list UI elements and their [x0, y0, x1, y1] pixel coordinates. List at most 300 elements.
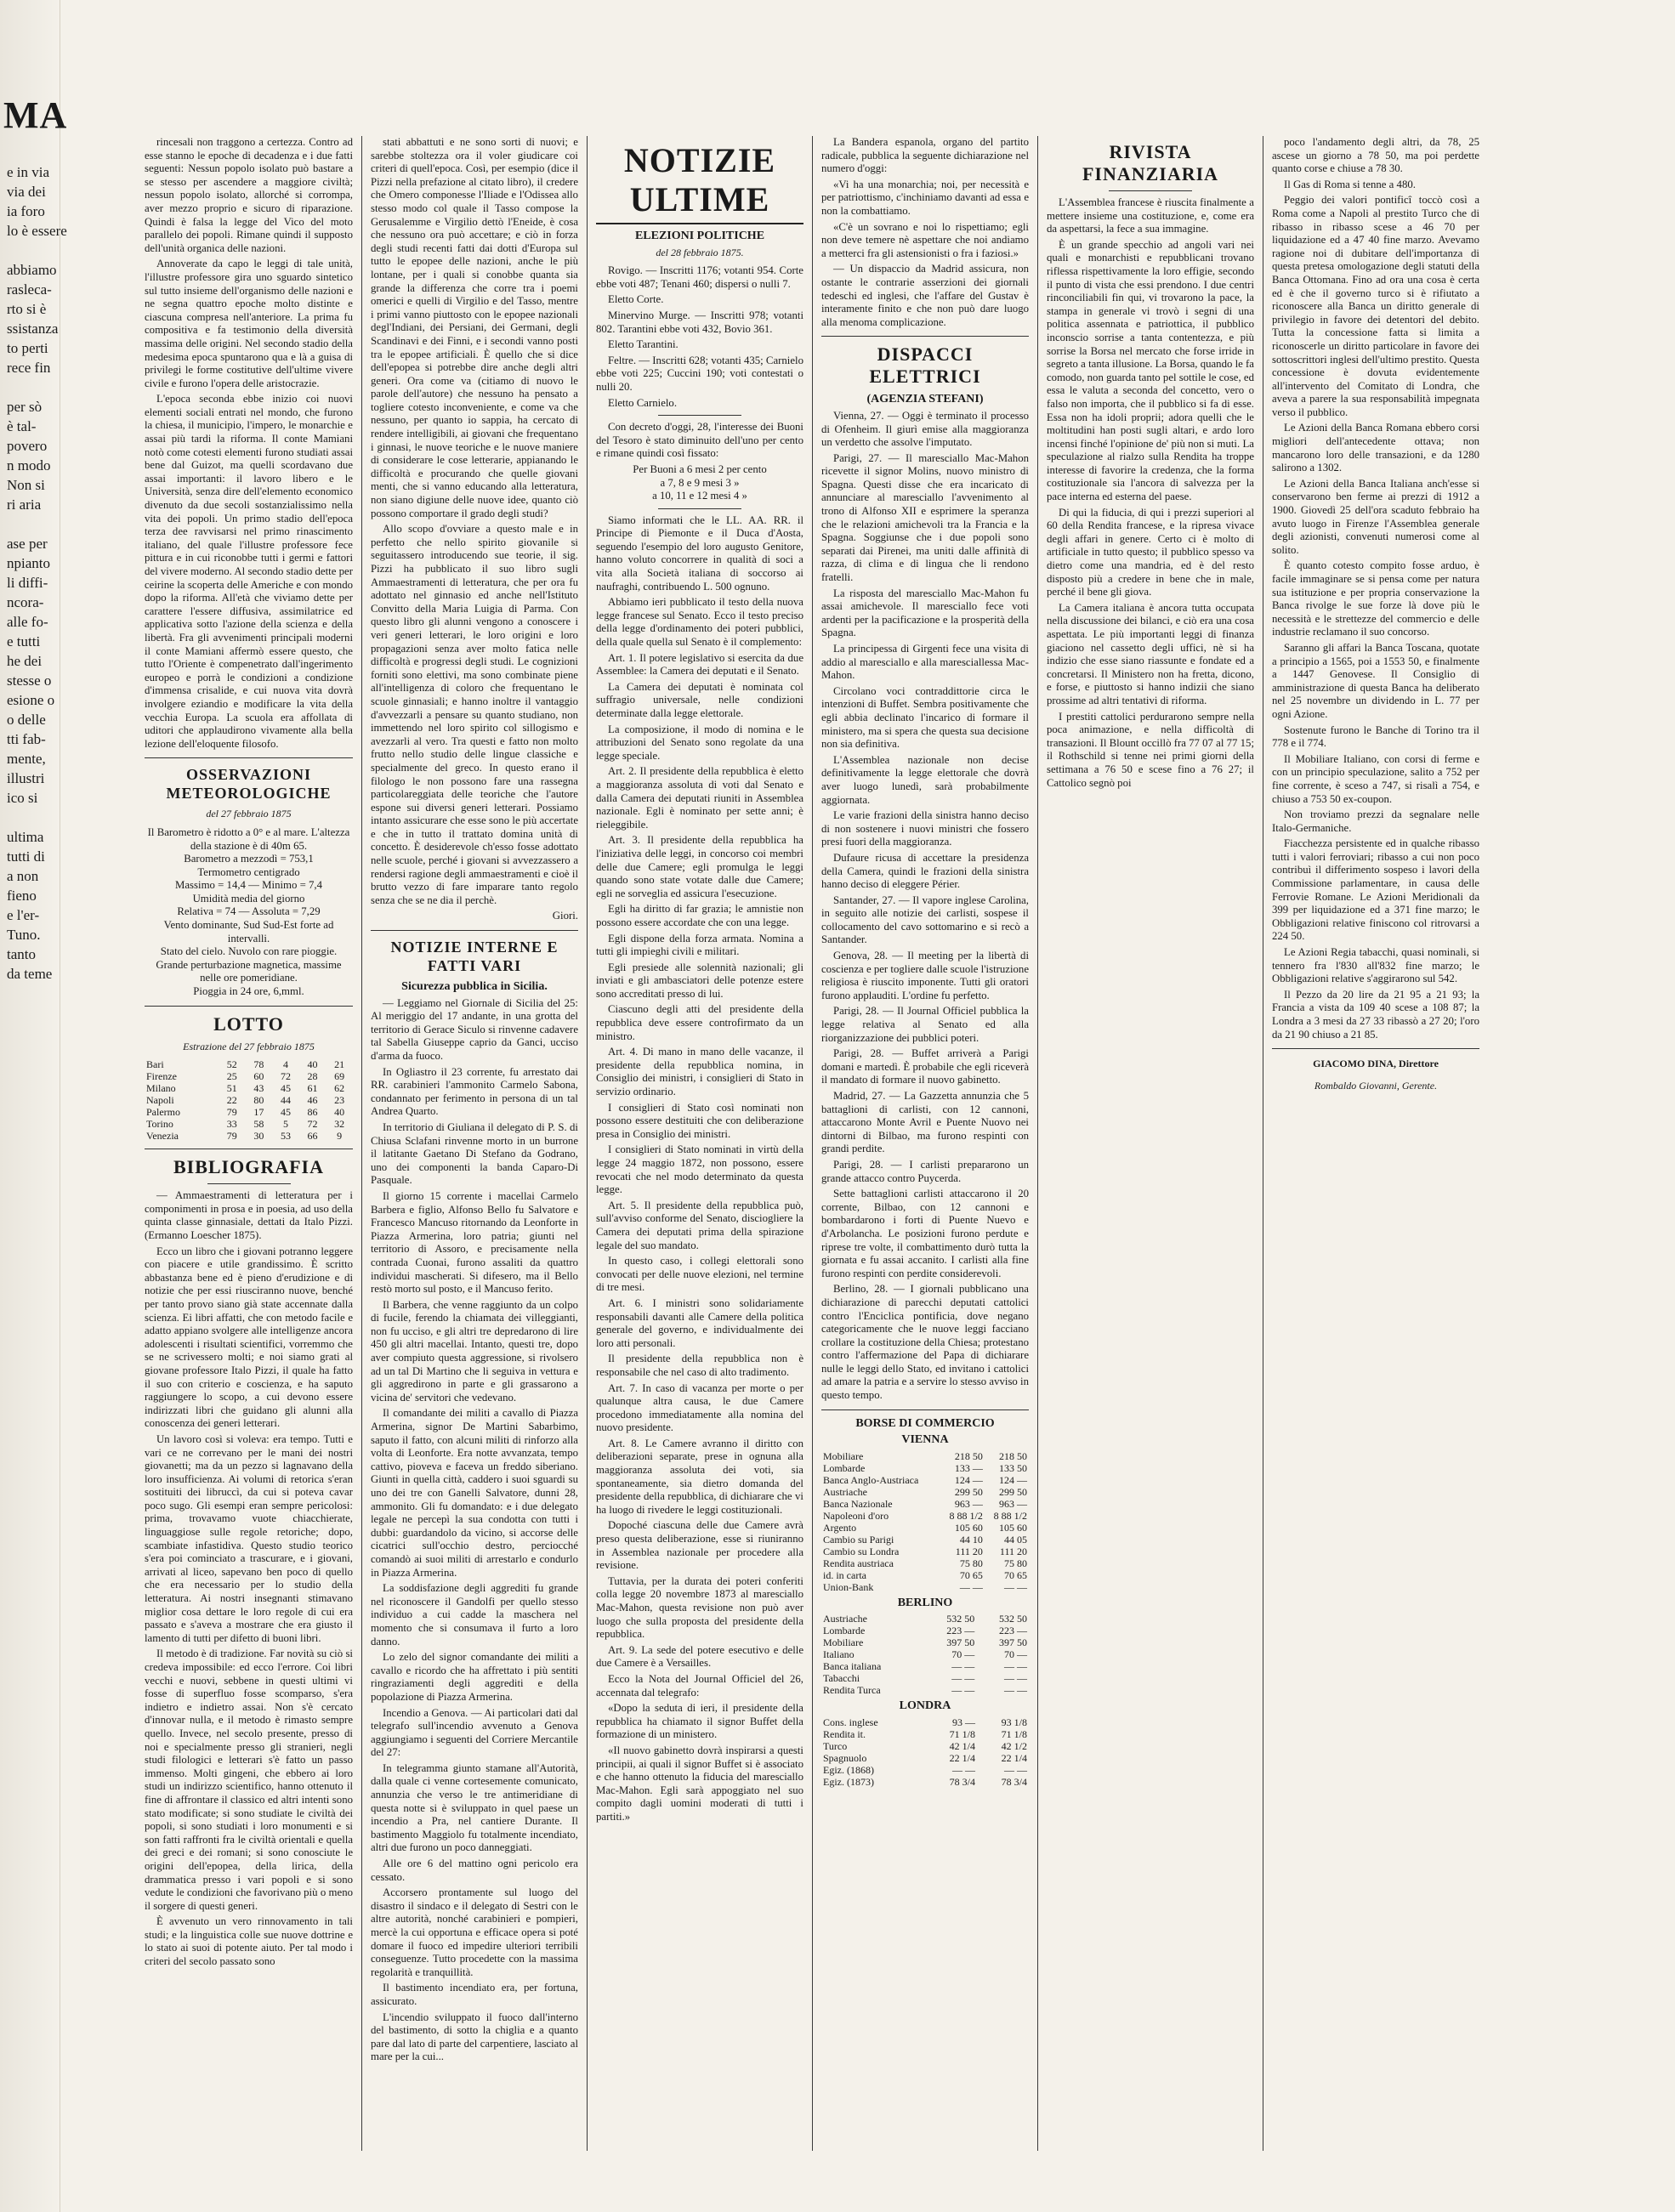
vienna-row-cell: 70 65: [1004, 1568, 1027, 1581]
facing-page-fragment: ase per: [7, 536, 48, 552]
paragraph: Tuttavia, per la durata dei poteri conferiti colla legge 20 novembre 1873 al maresciallo Mac-Mahon, questa revisione non può aver luogo che sulla proposta del presidente della repubblica.: [596, 1574, 803, 1641]
divider: [658, 415, 741, 416]
paragraph: I consiglieri di Stato così nominati non possono essere destituiti che con deliberazione presa in Consiglio dei ministri.: [596, 1101, 803, 1140]
facing-page-fragment: [0, 377, 60, 397]
facing-page-fragment: rasleca-: [7, 281, 52, 298]
paragraph: Il comandante dei militi a cavallo di Piazza Armerina, signor De Martini Sabarbimo, saputo il fatto, con alcuni militi di rinforzo alla volta di Leonforte. Era notte avvanzata, tempo cattivo, pioveva e faceva un freddo siberiano. Giunti in quella città, caddero i suoi sguardi su uno dei tre con Ganelli Salvatore, dunni 28, ammonito. Gli fu domandato: e i due delegato legale ne percepì la sua condotta con tutti i dubbi: guardandolo da vicino, si accorse delle cicatrici sull'occhio destro, perciocché comandò ai suoi militi di arrestarlo e condurlo in Piazza Armerina.: [371, 1407, 578, 1579]
facing-page-fragment: ncora-: [7, 594, 44, 610]
londra-row-cell: — —: [1004, 1764, 1027, 1777]
vienna-row-cell: 105 60: [954, 1521, 983, 1534]
facing-page-fragment: [0, 514, 60, 534]
dispaccio: Circolano voci contraddittorie circa le intenzioni di Buffet. Sembra positivamente che egli abbia declinato l'incarico di formare il ministero, ma si spera che questa sua decisione non sia definitiva.: [821, 684, 1029, 751]
paragraph: È un grande specchio ad angoli vari nei quali e monarchisti e repubblicani trovano riflessa rispettivamente la loro effigie, secondo il punto di vista che essi prendono. I due centri rinconciliabili fin qui, vi trovarono la pace, la stampa in generale vi trovò i segni di una politica assennata e patriottica, il pubblico inconscio sorrise a tanta contentezza, e più sorrise la Borsa nel mercato che forse irride in segreto a tanta illusione. La Borsa, quando le fa comodo, non guarda tanto pel sottile le cose, ed essa le valuta a seconda del concetto, vero o falso non importa, che il pubblico si fa di esse. Essa non ha idoli proprii; adora quelli che le moltitudini han posti sugli altari, e ardo loro incensi finché l'opinione de' più non si muti. La speculazione al rialzo sulla Rendita ha troppe interesse di favorire la credenza, che la forma costituzionale sia l'ancora di salvezza per la pace interna ed esterna del paese.: [1047, 238, 1254, 503]
dispaccio: L'Assemblea nazionale non decise definitivamente la legge elettorale che dovrà aver luogo lunedì, sarà probabilmente aggiornata.: [821, 753, 1029, 806]
facing-page-fragment: [0, 241, 60, 260]
meteo-line: Umidità media del giorno: [192, 892, 305, 905]
column-6: [1263, 136, 1488, 2151]
vienna-row-cell: Mobiliare: [823, 1449, 864, 1462]
divider: [1109, 190, 1192, 191]
decreto-text: Con decreto d'oggi, 28, l'interesse dei Buoni del Tesoro è stato diminuito dell'uno per cento e rimane quindi così fissato:: [596, 421, 803, 460]
dispacci-text: [821, 410, 1029, 1403]
paragraph: Egli ha diritto di far grazia; le amnistie non possono essere accordate che con una legge.: [596, 903, 803, 928]
londra-row-cell: 93 1/8: [1001, 1716, 1027, 1729]
lotto-row-cell: 32: [334, 1118, 345, 1131]
lotto-row-cell: 17: [253, 1106, 264, 1119]
paragraph: Peggio dei valori pontificî toccò così a Roma come a Napoli al prestito Turco che di ribasso in ribasso scese a 46 70 per liquidazione ed a 47 40 fine marzo. Avevamo ragione noi di dubitare dell'importanza di questa pretesa omologazione degli statuti della Banca Ottomana. Fino ad ora una cosa è certa ed è che il governo turco si è rifiutato a riconoscere alla Banca un diritto generale di privilegio in favore dei detentori del debito. Tutta la concessione fatta si limita a riconoscerle un diritto particolare in favore dei sottoscrittori inglesi dell'ultimo prestito. Questa concessione è dovuta evidentemente all'intervento del Comitato di Londra, che aveva a parere la sua responsabilità impegnata verso il pubblico.: [1272, 194, 1479, 418]
berlino-row-cell: Italiano: [823, 1648, 855, 1661]
meteo-lines: [145, 826, 353, 999]
berlino-row: [821, 1672, 1029, 1684]
lotto-row-cell: 61: [307, 1082, 318, 1095]
berlino-row-cell: Lombarde: [823, 1625, 866, 1637]
divider: [371, 930, 578, 931]
lotto-row-cell: 69: [334, 1070, 345, 1083]
facing-page-fragment: a non: [7, 868, 39, 884]
vienna-row-cell: 963 —: [954, 1497, 983, 1510]
article-continuation: [145, 136, 353, 751]
paragraph: «Il nuovo gabinetto dovrà inspirarsi a questi principii, ai quali il signor Buffet si è associato e che hanno ottenuto la fiducia del maresciallo Mac-Mahon. Egli sarà appoggiato nel suo compito dagli uomini moderati di tutti i partiti.»: [596, 1744, 803, 1823]
paragraph: In territorio di Giuliana il delegato di P. S. di Chiusa Sclafani rinvenne morto in un burrone il latitante Gaetano Di Stefano da Godrano, uno dei componenti la banda Caparo-Di Pasquale.: [371, 1120, 578, 1187]
paragraph: I prestiti cattolici perdurarono sempre nella poca animazione, e nella difficoltà di transazioni. Il Blount occillò fra 77 07 al 77 15; il Rothschild si tenne nei primi giorni della settimana a 76 50 e scese fino a 76 27; il Cattolico segnò poi: [1047, 710, 1254, 789]
lotto-row-cell: 80: [253, 1094, 264, 1107]
facing-page-fragment: da teme: [7, 966, 53, 982]
column-4: [812, 136, 1037, 2151]
meteo-title: OSSERVAZIONI METEOROLOGICHE: [166, 766, 332, 803]
rivista-finanziaria-title: RIVISTA FINANZIARIA: [1082, 141, 1219, 184]
lotto-row-cell: Venezia: [146, 1130, 179, 1143]
divider: [207, 1183, 291, 1184]
dispaccio: Madrid, 27. — La Gazzetta annunzia che 5 battaglioni di carlisti, con 12 cannoni, attaccarono Monte Avril e Puente Nuovo nei dintorni di Bilbao, ma furono respinti con grandi perdite.: [821, 1090, 1029, 1155]
lotto-row: [145, 1082, 353, 1094]
meteo-line: Termometro centigrado: [197, 865, 300, 878]
dispaccio: Le varie frazioni della sinistra hanno deciso di non sostenere i nuovi ministri che fossero presi fuori della maggioranza.: [821, 809, 1029, 848]
vienna-row-cell: 8 88 1/2: [949, 1509, 983, 1522]
londra-row: [821, 1764, 1029, 1776]
paragraph: Abbiamo ieri pubblicato il testo della nuova legge francese sul Senato. Ecco il testo preciso della legge d'ordinamento dei poteri pubblici, della quale quella sul Senato è il complemento:: [596, 596, 803, 649]
vienna-row-cell: Cambio su Parigi: [823, 1533, 894, 1546]
lotto-row-cell: 46: [307, 1094, 318, 1107]
paragraph: Allo scopo d'ovviare a questo male e in perfetto che nello spirito giovanile si seguitassero introducendo sue teorie, il sig. Pizzi ha pubblicato il suo libro sugli Ammaestramenti di letteratura, che per ora fu adottato nel ginnasio ed anche nell'Istituto Convitto della Maria Luigia di Parma. Con questo libro gli alunni vengono a conoscere i veri generi letterari, le loro origini e loro propagazioni senza aver molto fatica nelle difficoltà e progressi degli studi. Le cognizioni forniti sono elettivi, ma sono combinate piene all'intelligenza di coloro che frequentano le scuole ginnasiali; e hanno inoltre il vantaggio d'avvezzarli a pensare su quanto studiano, non immettendo nel loro spirito col sillogismo e avezzarli al vero. Tra questi e fatto non molto frutto nello studio delle lingue classiche e specialmente del greco. In questo erano il filologo le non possono fare una rassegna particolareggiata delle teoriche che l'autore espone sui diversi generi letterari. Possiamo intanto assicurare che esse sono le più accertate e che in tutto il trattato domina unità di concetto. È desiderevole ch'esso fosse adottato nelle scuole, perché i giovani si avvezzassero a rendersi ragione degli ammaestramenti e cioè il brutto vezzo di fare imparare tanto regolo senza che se ne dia il perchè.: [371, 523, 578, 906]
facing-page-fragment: Tuno.: [7, 927, 41, 943]
vienna-row-cell: 44 10: [959, 1533, 983, 1546]
lotto-row-cell: 53: [280, 1130, 291, 1143]
vienna-row: [821, 1486, 1029, 1498]
vienna-row-cell: Banca Nazionale: [823, 1497, 893, 1510]
dispaccio: La risposta del maresciallo Mac-Mahon fu assai amichevole. Il maresciallo fece voti ardenti per la pacificazione e la prosperità della Spagna.: [821, 587, 1029, 639]
paragraph: Il Mobiliare Italiano, con corsi di ferme e con un principio speculazione, salito a 752 per fine corrente, è sceso a 747, si risalì a 754, e chiuso a 753 50 ex-coupon.: [1272, 752, 1479, 805]
londra-row-cell: Cons. inglese: [823, 1716, 878, 1729]
facing-page-fragment: tti fab-: [7, 731, 46, 747]
elezioni-results: [596, 264, 803, 410]
facing-page-fragment: tutti di: [7, 848, 45, 865]
facing-page-fragment: mente,: [7, 751, 46, 767]
paragraph: La Camera italiana è ancora tutta occupata nella discussione dei bilanci, e ciò era una cosa aspettata. Le più importanti leggi di finanza giaciono nel cassetto degli uffici, nè si ha indizio che esse siano riassunte e fondate ed a concretarsi. Il Ministero non ha fretta, dicono, e forse, e piuttosto si hanno indizii che siano prossime ad altri tentativi di riforma.: [1047, 601, 1254, 706]
berlino-row-cell: — —: [1004, 1672, 1027, 1685]
paragraph: La composizione, il modo di nomina e le attribuzioni del Senato sono regolate da una legge speciale.: [596, 723, 803, 762]
facing-page-fragment: e tutti: [7, 633, 41, 649]
londra-row-cell: 93 —: [951, 1716, 975, 1729]
paragraph: Il bastimento incendiato era, per fortuna, assicurato.: [371, 1982, 578, 2007]
berlino-row-cell: Austriache: [823, 1613, 867, 1625]
paragraph: Il presidente della repubblica non è responsabile che nel caso di alto tradimento.: [596, 1353, 803, 1378]
paragraph: È quanto cotesto compito fosse arduo, è facile immaginare se si pensa come per natura sua istituzione e per propria conservazione la Banca rivolge le sue forze là dove più le necessità e le strettezze del commercio e delle industrie reclamano il suo concorso.: [1272, 559, 1479, 638]
bibliografia-title: BIBLIOGRAFIA: [173, 1156, 325, 1178]
dispaccio: Genova, 28. — Il meeting per la libertà di coscienza e per togliere dalle scuole l'istruzione religiosa è riuscito imponente. Tutti gli oratori furono applauditi. L'ordine fu perfetto.: [821, 950, 1029, 1001]
berlino-row-cell: 397 50: [946, 1636, 975, 1649]
paragraph: Art. 8. Le Camere avranno il diritto con deliberazioni separate, prese in ognuna alla maggioranza assoluta dei voti, sia spontaneamente, sia dietro domanda del presidente della repubblica, di dichiarare che vi ha luogo di rivedere le leggi costituzionali.: [596, 1437, 803, 1516]
dispacci-title: DISPACCI ELETTRICI: [869, 343, 981, 388]
vienna-row-cell: 133 —: [954, 1461, 983, 1474]
londra-row-cell: — —: [951, 1764, 975, 1777]
paragraph: — Ammaestramenti di letteratura per i componimenti in prosa e in poesia, ad uso della quinta classe ginnasiale, dettati da Italo Pizzi. (Ermanno Loescher 1875).: [145, 1189, 353, 1241]
elezioni-title: ELEZIONI POLITICHE: [634, 230, 765, 242]
paragraph: Dopoché ciascuna delle due Camere avrà preso questa deliberazione, esse si riuniranno in Assemblea nazionale per procedere alla revisione.: [596, 1519, 803, 1572]
lotto-date: Estrazione del 27 febbraio 1875: [183, 1040, 315, 1052]
facing-page-fragment: ri aria: [7, 496, 42, 513]
lotto-row-cell: 30: [253, 1130, 264, 1143]
paragraph: Il metodo è di tradizione. Far novità su ciò si credeva impossibile: ed ecco l'errore. Coi libri vecchi e nuovi, sebbene in questi ultimi vi fosse di superfluo fosse scomparso, s'era indietro e indietro assai. Non s'è cercato d'innovar nulla, e il metodo è rimasto sempre quello. Invece, nel secolo presente, presso di noi e specialmente presso gli stranieri, negli studi filologici e letterari s'è fatto un passo immenso. Molti gingeni, che ebbero ai loro studi un indirizzo scientifico, hanno ottenuto il fine di affrontare il classico ed altri intenti sono stato modificate; si sono studiate le civiltà dei popoli, si sono studiati i loro monumenti e si son fatti raffronti fra le civiltà orientali e quella dei greci e dei romani; si sono conosciute le origini dell'epopea, della lirica, della drammatica presso i vari popoli e si sono vedute le condizioni che favorivano più o meno il sorgere di questi generi.: [145, 1648, 353, 1912]
dispaccio: Dufaure ricusa di accettare la presidenza della Camera, quindi le frazioni della sinistra hanno deciso di eleggere Périer.: [821, 851, 1029, 891]
paragraph: rincesali non traggono a certezza. Contro ad esse stanno le epoche di decadenza e i due fatti seguenti: Nessun popolo isolato può bastare a se stesso per ascendere a maggiore civiltà; nessun popolo isolato, allorché si corrompa, aver mezzo proprio e sicuro di riparazione. Quindi è falsa la legge del Vico del moto parallelo dei popoli. Rimane quindi il supposto dell'unità organica delle nazioni.: [145, 136, 353, 254]
lotto-row-cell: 78: [253, 1058, 264, 1071]
berlino-row-cell: — —: [1004, 1660, 1027, 1673]
lotto-row-cell: 66: [307, 1130, 318, 1143]
paragraph: Ecco un libro che i giovani potranno leggere con piacere e utile grandissimo. È scritto abbastanza bene ed è pieno d'erudizione e di notizie che per essi riusciranno nuove, benché per tanto provo siano già state accennate dalla scienza. Ei libri affatti, che con metodo facile e adatto appiano svolgere alle intelligenze ancora adolescenti i risultati scientifici, vorremmo che se ne scrivessero molti; e noi siamo grati al giovane professore Italo Pizzi, il quale ha fatto il suo con criterio e coscienza, e ha saputo raggiungere lo scopo, a cui devono essere indirizzati libri che guidano gli alunni alla conoscenza dei generi letterari.: [145, 1245, 353, 1430]
facing-page-fragment: he dei: [7, 653, 43, 669]
paragraph: Lo zelo del signor comandante dei militi a cavallo e ricordo che ha affrettato i più sentiti ringraziamenti degli aggrediti e della popolazione di Piazza Armerina.: [371, 1651, 578, 1703]
divider: [145, 1006, 353, 1007]
paragraph: Il Gas di Roma si tenne a 480.: [1284, 178, 1416, 190]
paragraph: Ecco la Nota del Journal Officiel del 26, accennata dal telegrafo:: [596, 1672, 803, 1699]
column-5: [1037, 136, 1263, 2151]
paragraph: Fiacchezza persistente ed in qualche ribasso tutti i valori ferroviari; ribasso a cui non poco contribuì il differimento sospeso i lavori della Commissione parlamentare, in causa delle Ferrovie Romane. Le Azioni Meridionali da 399 per liquidazione ed a 371 fine marzo; le Obbligazioni relative finiscono col ritrovarsi a 224 50.: [1272, 837, 1479, 943]
facing-page-fragment: abbiamo: [7, 262, 57, 278]
londra-row-cell: Turco: [823, 1740, 848, 1753]
lotto-row-cell: 44: [280, 1094, 291, 1107]
rivista-finanziaria-continuation: [1272, 136, 1479, 1041]
paragraph: Il giorno 15 corrente i macellai Carmelo Barbera e figlio, Alfonso Bello fu Salvatore e Francesco Mancuso ritornando da Leonforte in Piazza Armerina, loro patria; giunti nel territorio di Assoro, e precisamente nella contrada Cuonai, furono assaliti da quattro individui mascherati. Si difesero, ma il Bello restò morto sul posto, e il Mancuso ferito.: [371, 1189, 578, 1296]
vienna-row-cell: 105 60: [999, 1521, 1027, 1534]
facing-page-fragment: Non si: [7, 477, 45, 493]
facing-page-fragment: ssistanza: [7, 320, 59, 337]
facing-page-fragment: è tal-: [7, 418, 37, 434]
lotto-row-cell: 43: [253, 1082, 264, 1095]
dispaccio: La principessa di Girgenti fece una visita di addio al maresciallo e alla maresciallessa Mac-Mahon.: [821, 643, 1029, 682]
lotto-row: [145, 1094, 353, 1106]
paragraph: poco l'andamento degli altri, da 78, 25 ascese un giorno a 78 50, ma poi perdette quanto corse e chiuse a 78 30.: [1272, 136, 1479, 175]
berlino-row-cell: Mobiliare: [823, 1636, 864, 1649]
vienna-row-cell: 8 88 1/2: [993, 1509, 1027, 1522]
elezione-line: Feltre. — Inscritti 628; votanti 435; Carnielo ebbe voti 225; Cuccini 190; voti contestati o nulli 20.: [596, 354, 803, 393]
lotto-table: [145, 1058, 353, 1142]
elezione-line: Rovigo. — Inscritti 1176; votanti 954. Corte ebbe voti 487; Tenani 460; dispersi o nulli 7.: [596, 264, 803, 290]
paragraph: Art. 2. Il presidente della repubblica è eletto a maggioranza assoluta di voti dal Senato e dalla Camera dei deputati riuniti in Assemblea nazionale. Egli è nominato per sette anni; è rieleggibile.: [596, 765, 803, 831]
paragraph: — Un dispaccio da Madrid assicura, non ostante le contrarie asserzioni dei giornali tedeschi ed inglesi, che l'affare del Gustav è interamente finito e che non può dare luogo alla menoma complicazione.: [821, 263, 1029, 328]
berlino-row-cell: 397 50: [999, 1636, 1027, 1649]
dispaccio: Parigi, 28. — I carlisti prepararono un grande attacco contro Puycerda.: [821, 1158, 1029, 1184]
paragraph: La Bandera espanola, organo del partito radicale, pubblica la seguente dichiarazione nel numero d'oggi:: [821, 136, 1029, 175]
meteo-line: Stato del cielo. Nuvolo con rare pioggie. Grande perturbazione magnetica, massime nelle ore pomeridiane.: [156, 945, 342, 984]
lotto-row-cell: Milano: [146, 1082, 176, 1095]
lotto-row-cell: 28: [307, 1070, 318, 1083]
elezioni-date: del 28 febbraio 1875.: [656, 246, 744, 258]
berlino-row: [821, 1613, 1029, 1625]
vienna-row-cell: 124 —: [954, 1473, 983, 1486]
vienna-row: [821, 1569, 1029, 1581]
vienna-row: [821, 1557, 1029, 1569]
berlino-row-cell: Tabacchi: [823, 1672, 860, 1685]
paragraph: Un lavoro così si voleva: era tempo. Tutti e vari ce ne correvano per le mani dei nostri giovanetti; ma da un pezzo si lagnavano della loro insufficienza. Ai volumi di retorica s'eran sostituiti dei libruccì, da cui si poteva cavar poco sugo. Gli esempi eran sempre pericolosi: prima, trovavamo vuote chiacchierate, linguaggiose sulle regole retoriche; dopo, scambiate infastidiva. Questo studio teorico s'era poi cominciato a trascurare, e i giovani, arrivati al liceo, sapevano ben poco di quello che era necessario per lo studio della letteratura. Ai nostri insegnanti stimavano miglior cosa dettare le loro regole di cui era passato e s'aveva a mostrare che era giusto il lamento di tutti per difetto di buoni libri.: [145, 1432, 353, 1644]
elezione-line: Eletto Corte.: [608, 293, 664, 306]
dispaccio: Parigi, 28. — Buffet arriverà a Parigi domani e martedì. È probabile che egli riceverà il mandato di formare il nuovo gabinetto.: [821, 1047, 1029, 1086]
facing-page-fragment: ultima: [7, 829, 44, 845]
divider: [821, 1409, 1029, 1410]
borse-title: BORSE DI COMMERCIO: [855, 1416, 995, 1430]
meteo-line: Massimo = 14,4 — Minimo = 7,4: [175, 879, 322, 892]
vienna-row-cell: 75 80: [959, 1557, 983, 1569]
lotto-row-cell: 21: [334, 1058, 345, 1071]
paragraph: — Leggiamo nel Giornale di Sicilia del 25: Al meriggio del 17 andante, in una grotta del territorio di Gerace Siculo si rinvenne cadavere tal Sabella Giuseppe caprio da Ganci, ucciso d'arma da fuoco.: [371, 996, 578, 1062]
lotto-row-cell: 51: [226, 1082, 237, 1095]
facing-page-fragment: o delle: [7, 712, 46, 728]
londra-row-cell: Spagnuolo: [823, 1752, 867, 1765]
facing-page-fragment: ia foro: [7, 203, 45, 219]
paragraph: Art. 9. La sede del potere esecutivo e delle due Camere è a Versailles.: [596, 1643, 803, 1670]
vienna-row: [821, 1498, 1029, 1510]
berlino-row: [821, 1625, 1029, 1636]
londra-row-cell: 78 3/4: [1001, 1776, 1027, 1789]
lotto-row: [145, 1058, 353, 1070]
vienna-row: [821, 1510, 1029, 1522]
dispaccio: Parigi, 27. — Il maresciallo Mac-Mahon ricevette il signor Molins, nuovo ministro di Spagna. Questi disse che era incaricato di annunciare al maresciallo l'avvenimento al trono di Alfonso XII e esprimere la speranza che le relazioni amichevoli tra la Francia e la Spagna. Soggiunse che i due popoli sono separati dai Pirenei, ma uniti dalle affinità di razza, di clima e di lingua che li rendono fratelli.: [821, 451, 1029, 584]
notizie-ultime-title: NOTIZIE ULTIME: [596, 141, 803, 224]
facing-page-fragment: esione o: [7, 692, 55, 708]
vienna-row-cell: Lombarde: [823, 1461, 866, 1474]
facing-page-fragment: npianto: [7, 555, 50, 571]
lotto-row-cell: 45: [280, 1106, 291, 1119]
paragraph: Non troviamo prezzi da segnalare nelle Italo-Germaniche.: [1272, 808, 1479, 834]
vienna-row-cell: 70 65: [959, 1568, 983, 1581]
lotto-row-cell: 86: [307, 1106, 318, 1119]
lotto-row-cell: 40: [334, 1106, 345, 1119]
newspaper-page: [136, 136, 1488, 2151]
publisher-line: GIACOMO DINA, Direttore: [1313, 1058, 1439, 1070]
notizie-interne-text: [371, 997, 578, 2064]
lotto-row-cell: Bari: [146, 1058, 164, 1071]
facing-page-fragment: to perti: [7, 340, 48, 356]
meteo-line: Relativa = 74 — Assoluta = 7,29: [177, 905, 321, 918]
divider: [1272, 1048, 1479, 1049]
lotto-row-cell: 79: [226, 1130, 237, 1143]
paragraph: Incendio a Genova. — Ai particolari dati dal telegrafo sull'incendio avvenuto a Genova aggiungiamo i seguenti del Corriere Mercantile del 27:: [371, 1706, 578, 1759]
londra-row: [821, 1716, 1029, 1728]
paragraph: Il Pezzo da 20 lire da 21 95 a 21 93; la Francia a vista da 109 40 scese a 108 87; la Londra a 3 mesi da 27 33 ribassò a 27 20; l'oro da 21 90 chiuso a 21 85.: [1272, 988, 1479, 1041]
lotto-row: [145, 1070, 353, 1082]
lotto-row-cell: 25: [226, 1070, 237, 1083]
facing-page-fragment: [0, 808, 60, 827]
lotto-row-cell: 62: [334, 1082, 345, 1095]
vienna-row-cell: 133 50: [999, 1461, 1027, 1474]
paragraph: In telegramma giunto stamane all'Autorità, dalla quale ci venne cortesemente comunicato, annunzia che verso le tre antimeridiane di questa notte si è sviluppato in quel paese un incendio a Pra, nel cantiere Durante. Il bastimento Maggiolo fu totalmente incendiato, altri due furono un poco danneggiati.: [371, 1761, 578, 1854]
lotto-row-cell: Firenze: [146, 1070, 177, 1083]
vienna-row-cell: Rendita austriaca: [823, 1557, 894, 1569]
lotto-row-cell: 40: [307, 1058, 318, 1071]
vienna-row-cell: Banca Anglo-Austriaca: [823, 1473, 919, 1486]
facing-page-headline: MA: [3, 94, 68, 136]
paragraph: Art. 1. Il potere legislativo si esercita da due Assemblee: la Camera dei deputati e il Senato.: [596, 651, 803, 678]
berlino-row-cell: 532 50: [999, 1613, 1027, 1625]
article-signature: Giori.: [552, 910, 578, 922]
berlino-row-cell: Rendita Turca: [823, 1684, 881, 1697]
lotto-row: [145, 1130, 353, 1142]
paragraph: Art. 4. Di mano in mano delle vacanze, il presidente della repubblica nomina, in Consiglio dei ministri, i consiglieri di Stato in servizio ordinario.: [596, 1046, 803, 1098]
paragraph: L'Assemblea francese è riuscita finalmente a mettere insieme una costituzione, e, come era da aspettarsi, la fece a sua immagine.: [1047, 196, 1254, 235]
facing-page-fragment: stesse o: [7, 672, 52, 689]
buoni-rate-line: Per Buoni a 6 mesi 2 per cento: [633, 462, 767, 475]
paragraph: «Vi ha una monarchia; noi, per necessità e per patriottismo, c'inchiniamo davanti ad essa e non la combattiamo.: [821, 178, 1029, 217]
paragraph: Art. 6. I ministri sono solidariamente responsabili davanti alle Camere della politica generale del governo, e individualmente dei loro atti personali.: [596, 1296, 803, 1349]
vienna-row: [821, 1450, 1029, 1462]
paragraph: I consiglieri di Stato nominati in virtù della legge 24 maggio 1872, non possono, essere revocati che nel modo determinato da questa legge.: [596, 1143, 803, 1196]
londra-row-cell: 22 1/4: [1001, 1752, 1027, 1765]
facing-page-fragment: rece fin: [7, 360, 51, 376]
dispaccio: Santander, 27. — Il vapore inglese Carolina, in seguito alle notizie dei carlisti, sospese il collocamento del cavo sottomarino e si recò a Santander.: [821, 893, 1029, 946]
vienna-row: [821, 1534, 1029, 1546]
vienna-table: [821, 1450, 1029, 1593]
facing-page-fragment: tanto: [7, 946, 36, 962]
lotto-row-cell: 72: [307, 1118, 318, 1131]
elezione-line: Eletto Carnielo.: [608, 396, 678, 409]
facing-page-fragment: rto si è: [7, 301, 47, 317]
vienna-row-cell: 218 50: [999, 1449, 1027, 1462]
facing-page-fragment: via dei: [7, 184, 46, 200]
facing-page-fragment: li diffi-: [7, 575, 48, 591]
lotto-title: LOTTO: [213, 1012, 284, 1035]
facing-page-fragment: povero: [7, 438, 48, 454]
paragraph: Siamo informati che le LL. AA. RR. il Principe di Piemonte e il Duca d'Aosta, seguendo l'esempio del loro augusto Genitore, hanno voluto concorrere in qualità di soci a vita alla Società italiana di soccorso ai naufraghi, contribuendo L. 500 ognuno.: [596, 513, 803, 593]
berlino-row: [821, 1684, 1029, 1696]
dispacci-agency: (AGENZIA STEFANI): [866, 393, 984, 406]
article-continuation: [371, 136, 578, 907]
berlino-row-cell: — —: [951, 1660, 975, 1673]
notizie-interne-title: NOTIZIE INTERNE E FATTI VARI: [390, 939, 559, 975]
facing-page-fragments: [0, 162, 67, 984]
berlino-row-cell: — —: [1004, 1684, 1027, 1697]
facing-page-fragment: per sò: [7, 399, 43, 415]
londra-row-cell: 42 1/2: [1001, 1740, 1027, 1753]
londra-row-cell: 22 1/4: [949, 1752, 975, 1765]
londra-row-cell: 42 1/4: [949, 1740, 975, 1753]
berlino-table: [821, 1613, 1029, 1696]
londra-row-cell: Rendita it.: [823, 1728, 866, 1741]
paragraph: In Ogliastro il 23 corrente, fu arrestato dai RR. carabinieri l'ammonito Carmelo Sabona, condannato per ferimento in persona di un tal Andrea Quarto.: [371, 1065, 578, 1118]
vienna-title: VIENNA: [901, 1433, 949, 1447]
vienna-row: [821, 1581, 1029, 1593]
paragraph: stati abbattuti e ne sono sorti di nuovi; e sarebbe stoltezza ora il voler giudicare coi criteri di quell'epoca. Così, per esempio (dice il Pizzi nella prefazione al citato libro), il credere che Omero componesse l'Iliade e l'Odissea allo stesso modo col quale il Tasso compose la Gerusalemme e Virgilio dettò l'Eneide, è cosa che nessuno ora può accettare; e ciò in forza degli studi recenti fatti dai dotti d'Europa sul tutto le epopee delle nazioni, anche le più lontane, per i quali si conobbe quanta sia grande la differenza che corre tra i poemi omerici e quelli di Virgilio e del Tasso, mentre i primi vanno piuttosto con le epopee nazionali degl'Indiani, dei Persiani, dei Germani, degli Scandinavi e dei Finni, e i secondi vanno posti tra le epopee artificiali. È quello che si dice dell'epopea si potrebbe dire anche degli altri generi. Ora come va (citiamo di nuovo le parole dell'autore) che nessuno ha pensato a togliere cotesto inconveniente, e come va che nessuno, per quanto io sappia, ha cercato di rendere intelligibili, ai giovani che frequentano i ginnasi, le nuove teoriche e le nuove maniere di considerare le cose letterarie, appianando le difficoltà e procurando che quelle giovani menti, che si vanno educando alla letteratura, non siano digiune delle nuove idee, quanto ciò possono comportare il grado degli studi?: [371, 136, 578, 519]
londra-row: [821, 1728, 1029, 1740]
lotto-row: [145, 1118, 353, 1130]
berlino-row: [821, 1660, 1029, 1672]
meteo-line: Il Barometro è ridotto a 0° e al mare. L'altezza della stazione è di 40m 65.: [147, 825, 350, 852]
berlino-row-cell: 223 —: [999, 1625, 1027, 1637]
divider: [145, 757, 353, 758]
lotto-row-cell: 60: [253, 1070, 264, 1083]
lotto-row-cell: 23: [334, 1094, 345, 1107]
elezione-line: Eletto Tarantini.: [608, 338, 679, 351]
vienna-row-cell: 111 20: [999, 1545, 1027, 1557]
lotto-row-cell: Palermo: [146, 1106, 180, 1119]
paragraph: Egli dispone della forza armata. Nomina a tutti gli impieghi civili e militari.: [596, 932, 803, 958]
paragraph: L'incendio sviluppato il fuoco dall'interno del bastimento, di sotto la chiglia e a quanto pare dal lato di parte del carpentiere, lasciato al mare per la cui...: [371, 2011, 578, 2063]
paragraph: Accorsero prontamente sul luogo del disastro il sindaco e il delegato di Sestri con le altre autorità, nonché carabinieri e pompieri, mercè la cui opportuna e efficace opera si poté domare il fuoco ed impedire ulteriori terribili conseguenze. Tutto procedette con la massima regolarità e tranquillità.: [371, 1886, 578, 1978]
dispaccio: Berlino, 28. — I giornali pubblicano una dichiarazione di parecchi deputati cattolici contro l'Enciclica pontificia, dove negano categoricamente che le nuove leggi facciano crollare la costituzione della Chiesa; protestano contro l'affermazione del Papa di dichiarare nulle le leggi dello Stato, ed invitano i cattolici ad amare la patria e a servire lo stesso avviso in questo tempo.: [821, 1283, 1029, 1402]
article-continuation: [821, 136, 1029, 329]
lotto-row-cell: 58: [253, 1118, 264, 1131]
paragraph: Ciascuno degli atti del presidente della repubblica deve essere controfirmato da un ministro.: [596, 1003, 803, 1042]
meteo-line: Pioggia in 24 ore, 6,mml.: [193, 985, 304, 998]
berlino-row: [821, 1648, 1029, 1660]
vienna-row-cell: 299 50: [954, 1485, 983, 1498]
vienna-row-cell: 124 —: [999, 1473, 1027, 1486]
lotto-row-cell: 5: [282, 1118, 288, 1131]
londra-row-cell: 78 3/4: [949, 1776, 975, 1789]
lotto-row: [145, 1106, 353, 1118]
notizie-subhead: Sicurezza pubblica in Sicilia.: [401, 980, 548, 994]
column-1: [136, 136, 361, 2151]
elezione-line: Minervino Murge. — Inscritti 978; votanti 802. Tarantini ebbe voti 432, Bovio 361.: [596, 309, 803, 335]
facing-page-fragment: illustri: [7, 770, 45, 786]
vienna-row: [821, 1522, 1029, 1534]
berlino-row-cell: 70 —: [951, 1648, 975, 1661]
londra-row: [821, 1752, 1029, 1764]
buoni-rate-line: a 10, 11 e 12 mesi 4 »: [652, 490, 747, 502]
paragraph: Art. 7. In caso di vacanza per morte o per qualunque altra causa, le due Camere procedono immediatamente alla nomina del nuovo presidente.: [596, 1381, 803, 1434]
notizie-ultime-text: [596, 514, 803, 1824]
dispaccio: Sette battaglioni carlisti attaccarono il 20 corrente, Bilbao, con 12 cannoni e bombardarono i forti di Puente Nuevo e d'Arbolancha. Le posizioni furono perdute e riprese tre volte, il combattimento durò tutta la giornata e fu assai accanito. I carlisti alla fine furono respinti con perdite considerevoli.: [821, 1188, 1029, 1279]
paragraph: Alle ore 6 del mattino ogni pericolo era cessato.: [371, 1858, 578, 1883]
londra-title: LONDRA: [899, 1699, 951, 1713]
facing-page-edge: [0, 0, 68, 2212]
paragraph: La Camera dei deputati è nominata col suffragio universale, nelle condizioni determinate dalla legge elettorale.: [596, 680, 803, 719]
berlino-row-cell: — —: [951, 1672, 975, 1685]
londra-row-cell: Egiz. (1868): [823, 1764, 874, 1777]
lotto-row-cell: 79: [226, 1106, 237, 1119]
facing-page-fragment: lo è essere: [7, 223, 67, 239]
column-3: [587, 136, 812, 2151]
paragraph: Egli presiede alle solennità nazionali; gli inviati e gli ambasciatori delle potenze estere sono accreditati presso di lui.: [596, 961, 803, 1000]
berlino-row-cell: — —: [951, 1684, 975, 1697]
dispaccio: Parigi, 28. — Il Journal Officiel pubblica la legge relativa al Senato ed alla riorganizzazione dei pubblici poteri.: [821, 1005, 1029, 1044]
paragraph: Sostenute furono le Banche di Torino tra il 778 e il 774.: [1272, 723, 1479, 750]
vienna-row-cell: id. in carta: [823, 1568, 866, 1581]
lotto-row-cell: 22: [226, 1094, 237, 1107]
paragraph: È avvenuto un vero rinnovamento in tali studi; e la linguistica colle sue nuove dottrine e lo stato ai suoi di potente aiuto. Per tal modo i criteri del secolo passato sono: [145, 1915, 353, 1968]
lotto-row-cell: 72: [280, 1070, 291, 1083]
paragraph: In questo caso, i collegi elettorali sono convocati per delle nuove elezioni, nel termine di tre mesi.: [596, 1255, 803, 1294]
londra-row-cell: 71 1/8: [1001, 1728, 1027, 1741]
facing-page-fragment: e l'er-: [7, 907, 40, 923]
facing-page-fragment: fieno: [7, 888, 37, 904]
dispaccio: Vienna, 27. — Oggi è terminato il processo di Ofenheim. Il giurì emise alla maggioranza un verdetto che assolve l'imputato.: [821, 409, 1029, 449]
berlino-row-cell: 223 —: [946, 1625, 975, 1637]
buoni-rates: [596, 463, 803, 503]
lotto-row-cell: 4: [282, 1058, 288, 1071]
lotto-row-cell: Napoli: [146, 1094, 174, 1107]
vienna-row-cell: Union-Bank: [823, 1580, 874, 1593]
paragraph: La soddisfazione degli aggrediti fu grande nel riconoscere il Gandolfi per quello stesso individuo a cui cadde la maschera nel momento che si consumava il furto a loro danno.: [371, 1582, 578, 1648]
bibliografia-text: [145, 1189, 353, 1968]
meteo-line: Barometro a mezzodì = 753,1: [184, 853, 314, 865]
